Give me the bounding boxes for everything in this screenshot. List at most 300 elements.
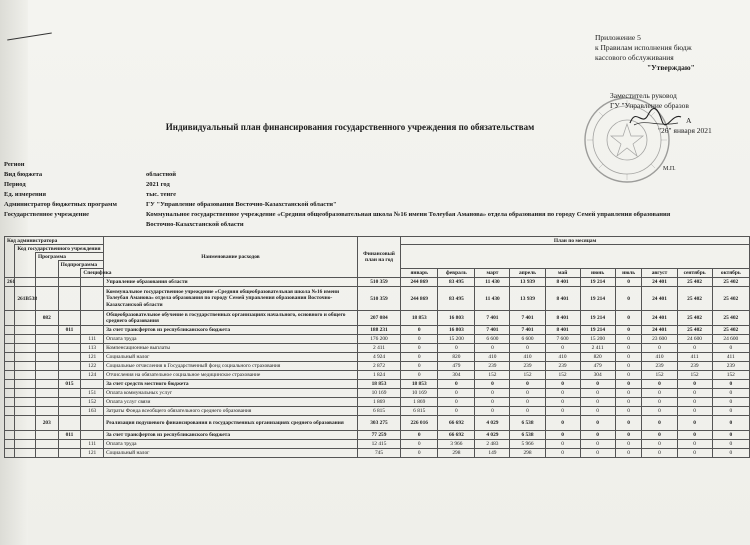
month-value-cell: 304	[580, 371, 615, 380]
month-value-cell: 0	[642, 440, 677, 449]
month-value-cell: 0	[615, 431, 642, 440]
code-cell	[35, 449, 58, 458]
annual-plan-cell: 176 200	[357, 335, 400, 344]
code-cell	[15, 344, 36, 353]
month-value-cell: 0	[545, 380, 580, 389]
meta-value: областной	[146, 171, 177, 178]
month-value-cell: 0	[615, 371, 642, 380]
code-cell	[35, 431, 58, 440]
month-value-cell: 0	[615, 389, 642, 398]
month-value-cell: 19 214	[580, 311, 615, 326]
col-month: май	[545, 269, 580, 278]
month-value-cell: 410	[510, 353, 545, 362]
month-value-cell: 239	[510, 362, 545, 371]
month-value-cell: 19 214	[580, 278, 615, 287]
month-value-cell: 0	[615, 311, 642, 326]
expense-name-cell: Социальный налог	[104, 353, 358, 362]
code-cell	[81, 416, 104, 431]
month-value-cell: 0	[438, 389, 475, 398]
month-value-cell: 8 401	[545, 278, 580, 287]
code-cell	[5, 407, 15, 416]
expense-name-cell: За счет средств местного бюджета	[104, 380, 358, 389]
col-month: август	[642, 269, 677, 278]
month-value-cell: 7 401	[510, 311, 545, 326]
month-value-cell: 6 538	[510, 416, 545, 431]
code-cell	[15, 326, 36, 335]
meta-key: Ед. измерения	[4, 191, 46, 198]
month-value-cell: 25 402	[712, 311, 749, 326]
code-cell	[35, 335, 58, 344]
month-value-cell: 0	[475, 344, 510, 353]
table-row	[5, 371, 750, 380]
code-cell	[15, 449, 36, 458]
meta-key	[4, 220, 146, 230]
code-cell	[35, 440, 58, 449]
month-value-cell: 0	[615, 353, 642, 362]
expense-name-cell: Компенсационные выплаты	[104, 344, 358, 353]
meta-row	[4, 160, 670, 170]
month-value-cell: 18 853	[401, 380, 438, 389]
month-value-cell: 0	[615, 326, 642, 335]
month-value-cell: 479	[580, 362, 615, 371]
month-value-cell: 0	[545, 344, 580, 353]
month-value-cell: 0	[545, 416, 580, 431]
month-value-cell: 0	[712, 344, 749, 353]
annual-plan-cell: 207 084	[357, 311, 400, 326]
code-cell	[5, 398, 15, 407]
code-cell: 011	[58, 431, 81, 440]
month-value-cell: 304	[438, 371, 475, 380]
col-annual-plan: Финансовый план на год	[357, 237, 400, 278]
month-value-cell: 0	[475, 389, 510, 398]
month-value-cell: 0	[642, 398, 677, 407]
annual-plan-cell: 12 415	[357, 440, 400, 449]
month-value-cell: 0	[438, 380, 475, 389]
code-cell: 152	[81, 398, 104, 407]
month-value-cell: 239	[677, 362, 712, 371]
code-cell	[35, 362, 58, 371]
table-row	[5, 398, 750, 407]
month-value-cell: 0	[712, 380, 749, 389]
meta-value: Коммунальное государственное учреждение «Средняя общеобразовательная школа №16 имени Толеубая Аманова» отдела образования по городу Семей управления образования	[146, 211, 671, 218]
expense-name-cell: Общеобразовательное обучение в государственных организациях начального, основного и общего среднего образования	[104, 311, 358, 326]
month-value-cell: 0	[712, 398, 749, 407]
month-value-cell: 0	[580, 407, 615, 416]
code-cell: 163	[81, 407, 104, 416]
month-value-cell: 6 600	[510, 335, 545, 344]
month-value-cell: 244 869	[401, 278, 438, 287]
month-value-cell: 0	[580, 431, 615, 440]
month-value-cell: 0	[475, 398, 510, 407]
code-cell	[35, 389, 58, 398]
month-value-cell: 0	[615, 407, 642, 416]
table-row	[5, 326, 750, 335]
code-cell	[58, 362, 81, 371]
month-value-cell: 0	[615, 344, 642, 353]
code-cell	[15, 389, 36, 398]
meta-row	[4, 190, 670, 200]
month-value-cell: 10 169	[401, 389, 438, 398]
month-value-cell: 0	[642, 431, 677, 440]
attachment-line3: кассового обслуживания	[595, 53, 674, 62]
month-value-cell: 23 600	[642, 335, 677, 344]
annual-plan-cell: 4 924	[357, 353, 400, 362]
month-value-cell: 11 430	[475, 287, 510, 311]
month-value-cell: 152	[545, 371, 580, 380]
month-value-cell: 298	[510, 449, 545, 458]
attachment-line1: Приложение 5	[595, 33, 641, 42]
code-cell	[58, 353, 81, 362]
month-value-cell: 410	[545, 353, 580, 362]
month-value-cell: 0	[401, 326, 438, 335]
month-value-cell: 239	[475, 362, 510, 371]
month-value-cell: 820	[580, 353, 615, 362]
table-row	[5, 380, 750, 389]
expense-name-cell: Управление образования области	[104, 278, 358, 287]
month-value-cell: 25 402	[677, 326, 712, 335]
month-value-cell: 0	[510, 407, 545, 416]
col-month: январь	[401, 269, 438, 278]
month-value-cell: 226 016	[401, 416, 438, 431]
meta-row	[4, 210, 670, 220]
col-month: сентябрь	[677, 269, 712, 278]
month-value-cell: 0	[642, 389, 677, 398]
code-cell: 261	[5, 278, 15, 287]
code-cell	[5, 344, 15, 353]
code-cell	[81, 311, 104, 326]
col-gov-code: Код государственного учреждения	[15, 245, 104, 253]
table-row	[5, 449, 750, 458]
month-value-cell: 7 401	[475, 326, 510, 335]
col-program: Программа	[35, 253, 103, 261]
financing-plan-table	[4, 236, 750, 458]
document-meta	[4, 160, 670, 230]
approval-signer: А	[686, 116, 692, 125]
month-value-cell: 24 401	[642, 278, 677, 287]
col-monthly-plan: План по месяцам	[401, 237, 750, 245]
col-month: март	[475, 269, 510, 278]
month-value-cell: 4 029	[475, 416, 510, 431]
meta-key: Период	[4, 181, 26, 188]
month-value-cell: 410	[475, 353, 510, 362]
annual-plan-cell: 10 169	[357, 389, 400, 398]
table-row	[5, 416, 750, 431]
table-row	[5, 311, 750, 326]
annual-plan-cell: 6 815	[357, 407, 400, 416]
col-month: июль	[615, 269, 642, 278]
annual-plan-cell: 510 359	[357, 278, 400, 287]
meta-key: Регион	[4, 161, 25, 168]
month-value-cell: 0	[580, 398, 615, 407]
code-cell	[35, 344, 58, 353]
annual-plan-cell: 1 869	[357, 398, 400, 407]
code-cell	[81, 287, 104, 311]
code-cell	[15, 431, 36, 440]
code-cell	[58, 311, 81, 326]
code-cell	[5, 326, 15, 335]
expense-name-cell: Оплата труда	[104, 335, 358, 344]
month-value-cell: 25 402	[677, 278, 712, 287]
attachment-line2: к Правилам исполнения бюдж	[595, 43, 692, 52]
month-value-cell: 239	[545, 362, 580, 371]
month-value-cell: 0	[401, 431, 438, 440]
code-cell	[5, 416, 15, 431]
month-value-cell: 0	[545, 389, 580, 398]
month-value-cell: 0	[677, 440, 712, 449]
meta-value: Восточно-Казахстанской области	[146, 221, 244, 228]
code-cell	[58, 278, 81, 287]
code-cell	[15, 407, 36, 416]
document-title: Индивидуальный план финансирования государственного учреждения по обязательствам	[165, 122, 535, 132]
code-cell	[35, 380, 58, 389]
month-value-cell: 8 401	[545, 287, 580, 311]
table-row	[5, 431, 750, 440]
code-cell	[35, 398, 58, 407]
month-value-cell: 0	[712, 431, 749, 440]
month-value-cell: 7 401	[510, 326, 545, 335]
code-cell	[58, 287, 81, 311]
month-value-cell: 24 401	[642, 326, 677, 335]
annual-plan-cell: 18 853	[357, 380, 400, 389]
month-value-cell: 152	[712, 371, 749, 380]
code-cell: 203	[35, 416, 58, 431]
code-cell	[58, 407, 81, 416]
month-value-cell: 244 869	[401, 287, 438, 311]
code-cell	[5, 431, 15, 440]
month-value-cell: 0	[677, 431, 712, 440]
annual-plan-cell: 745	[357, 449, 400, 458]
table-row	[5, 287, 750, 311]
approval-line2: ГУ "Управление образов	[610, 100, 689, 110]
month-value-cell: 0	[475, 407, 510, 416]
month-value-cell: 25 402	[677, 287, 712, 311]
month-value-cell: 0	[615, 398, 642, 407]
meta-value: 2021 год	[146, 181, 170, 188]
month-value-cell: 0	[401, 362, 438, 371]
table-row	[5, 344, 750, 353]
code-cell	[35, 287, 58, 311]
month-value-cell: 0	[642, 380, 677, 389]
code-cell	[81, 278, 104, 287]
month-value-cell: 83 495	[438, 287, 475, 311]
col-admin-code: Код администратора	[5, 237, 104, 245]
table-row	[5, 407, 750, 416]
month-value-cell: 0	[438, 407, 475, 416]
month-value-cell: 152	[642, 371, 677, 380]
month-value-cell: 0	[545, 407, 580, 416]
code-cell	[5, 311, 15, 326]
meta-value: ГУ "Управление образования Восточно-Казахстанской области"	[146, 201, 337, 208]
expense-name-cell: Социальные отчисления в Государственный фонд социального страхования	[104, 362, 358, 371]
code-cell	[5, 380, 15, 389]
month-value-cell: 15 200	[580, 335, 615, 344]
table-row	[5, 389, 750, 398]
code-cell	[81, 380, 104, 389]
month-value-cell: 0	[545, 398, 580, 407]
month-value-cell: 0	[615, 416, 642, 431]
month-value-cell: 0	[545, 431, 580, 440]
code-cell	[5, 371, 15, 380]
month-value-cell: 411	[712, 353, 749, 362]
code-cell: 121	[81, 353, 104, 362]
code-cell	[58, 335, 81, 344]
approval-date: "26" января 2021	[658, 125, 712, 135]
month-value-cell: 5 966	[510, 440, 545, 449]
month-value-cell: 479	[438, 362, 475, 371]
code-cell	[35, 278, 58, 287]
month-value-cell: 16 803	[438, 311, 475, 326]
annual-plan-cell: 1 824	[357, 371, 400, 380]
code-cell	[15, 440, 36, 449]
code-cell: 122	[81, 362, 104, 371]
month-value-cell: 820	[438, 353, 475, 362]
code-cell	[15, 353, 36, 362]
month-value-cell: 239	[712, 362, 749, 371]
annual-plan-cell: 77 259	[357, 431, 400, 440]
month-value-cell: 6 600	[475, 335, 510, 344]
table-row	[5, 335, 750, 344]
month-value-cell: 15 200	[438, 335, 475, 344]
month-value-cell: 0	[677, 449, 712, 458]
month-value-cell: 0	[677, 344, 712, 353]
month-value-cell: 410	[642, 353, 677, 362]
month-value-cell: 0	[615, 440, 642, 449]
table-row	[5, 278, 750, 287]
attachment-note	[595, 33, 695, 73]
code-cell	[15, 398, 36, 407]
col-specific: Специфика	[81, 269, 104, 278]
month-value-cell: 2 411	[580, 344, 615, 353]
month-value-cell: 6 538	[510, 431, 545, 440]
month-value-cell: 25 402	[712, 326, 749, 335]
meta-key: Администратор бюджетных программ	[4, 201, 117, 208]
month-value-cell: 8 401	[545, 326, 580, 335]
month-value-cell: 83 495	[438, 278, 475, 287]
month-value-cell: 239	[642, 362, 677, 371]
code-cell: 082	[35, 311, 58, 326]
month-value-cell: 19 214	[580, 287, 615, 311]
code-cell	[5, 449, 15, 458]
month-value-cell: 152	[510, 371, 545, 380]
month-value-cell: 24 401	[642, 311, 677, 326]
code-cell	[35, 326, 58, 335]
month-value-cell: 411	[677, 353, 712, 362]
month-value-cell: 2 483	[475, 440, 510, 449]
month-value-cell: 13 939	[510, 278, 545, 287]
code-cell	[15, 311, 36, 326]
month-value-cell: 0	[712, 440, 749, 449]
month-value-cell: 66 692	[438, 416, 475, 431]
expense-name-cell: Социальный налог	[104, 449, 358, 458]
expense-name-cell: Оплата коммунальных услуг	[104, 389, 358, 398]
code-cell	[5, 389, 15, 398]
month-value-cell: 8 401	[545, 311, 580, 326]
month-value-cell: 1 869	[401, 398, 438, 407]
code-cell: 111	[81, 335, 104, 344]
annual-plan-cell: 188 231	[357, 326, 400, 335]
meta-row	[4, 200, 670, 210]
expense-name-cell: Отчисления на обязательное социальное медицинское страхование	[104, 371, 358, 380]
col-expense-name: Наименование расходов	[104, 237, 358, 278]
code-cell	[5, 440, 15, 449]
code-cell	[15, 335, 36, 344]
meta-key: Вид бюджета	[4, 171, 43, 178]
code-cell	[5, 287, 15, 311]
code-cell	[35, 371, 58, 380]
approval-line1: Заместитель руковод	[610, 91, 677, 100]
table-row	[5, 440, 750, 449]
month-value-cell: 0	[677, 389, 712, 398]
month-value-cell: 0	[642, 416, 677, 431]
code-cell	[5, 362, 15, 371]
month-value-cell: 0	[615, 335, 642, 344]
month-value-cell: 0	[545, 440, 580, 449]
code-cell	[58, 440, 81, 449]
expense-name-cell: Оплата труда	[104, 440, 358, 449]
code-cell	[15, 362, 36, 371]
month-value-cell: 0	[580, 389, 615, 398]
month-value-cell: 149	[475, 449, 510, 458]
code-cell: 111	[81, 440, 104, 449]
month-value-cell: 0	[677, 416, 712, 431]
month-value-cell: 25 402	[712, 287, 749, 311]
col-month: апрель	[510, 269, 545, 278]
month-value-cell: 7 600	[545, 335, 580, 344]
annual-plan-cell: 2 411	[357, 344, 400, 353]
code-cell: 151	[81, 389, 104, 398]
code-cell: 261В538	[15, 287, 36, 311]
month-value-cell: 7 401	[475, 311, 510, 326]
code-cell	[58, 416, 81, 431]
month-value-cell: 3 966	[438, 440, 475, 449]
month-value-cell: 4 029	[475, 431, 510, 440]
col-month: июнь	[580, 269, 615, 278]
annual-plan-cell: 303 275	[357, 416, 400, 431]
month-value-cell: 0	[510, 398, 545, 407]
month-value-cell: 0	[475, 380, 510, 389]
month-value-cell: 16 803	[438, 326, 475, 335]
code-cell	[81, 326, 104, 335]
month-value-cell: 0	[401, 449, 438, 458]
month-value-cell: 0	[615, 449, 642, 458]
month-value-cell: 0	[438, 344, 475, 353]
code-cell	[15, 416, 36, 431]
month-value-cell: 24 600	[712, 335, 749, 344]
col-month: февраль	[438, 269, 475, 278]
month-value-cell: 25 402	[677, 311, 712, 326]
code-cell: 011	[58, 326, 81, 335]
month-value-cell: 0	[712, 389, 749, 398]
month-value-cell: 0	[677, 398, 712, 407]
month-value-cell: 0	[545, 449, 580, 458]
month-value-cell: 24 401	[642, 287, 677, 311]
month-value-cell: 0	[580, 440, 615, 449]
table-row	[5, 353, 750, 362]
meta-row	[4, 220, 670, 230]
code-cell	[58, 398, 81, 407]
code-cell: 015	[58, 380, 81, 389]
annual-plan-cell: 510 359	[357, 287, 400, 311]
month-value-cell: 0	[401, 353, 438, 362]
month-value-cell: 6 815	[401, 407, 438, 416]
code-cell	[58, 449, 81, 458]
month-value-cell: 0	[712, 407, 749, 416]
col-month: октябрь	[712, 269, 749, 278]
approved-label: "Утверждаю"	[647, 63, 695, 72]
month-value-cell: 11 430	[475, 278, 510, 287]
month-value-cell: 0	[401, 344, 438, 353]
month-value-cell: 18 853	[401, 311, 438, 326]
